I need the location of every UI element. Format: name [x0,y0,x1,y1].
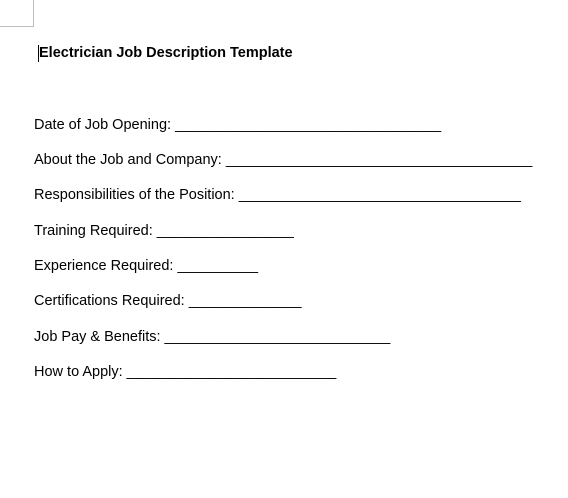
field-about-the-job[interactable] [34,151,532,169]
field-label: Responsibilities of the Position: [34,187,235,203]
field-blank-line[interactable]: ____________________________ [164,329,391,345]
field-label: Experience Required: [34,258,174,274]
field-training-required[interactable] [34,222,294,240]
field-blank-line[interactable]: _________________________________ [175,117,442,133]
field-label: How to Apply: [34,364,123,380]
field-experience-required[interactable] [34,257,258,275]
field-how-to-apply[interactable] [34,363,336,381]
document-title[interactable]: Electrician Job Description Template [39,45,293,61]
field-label: Job Pay & Benefits: [34,329,161,345]
field-responsibilities[interactable] [34,186,521,204]
page-corner-margin-mark [0,0,34,27]
field-date-of-job-opening[interactable] [34,116,441,134]
field-blank-line[interactable]: ______________________________________ [225,152,533,168]
field-certifications-required[interactable] [34,292,302,310]
field-blank-line[interactable]: __________________________ [126,364,337,380]
field-blank-line[interactable]: __________ [177,258,259,274]
field-blank-line[interactable]: _________________ [156,223,294,239]
field-label: Training Required: [34,223,153,239]
field-blank-line[interactable]: ______________ [188,293,302,309]
field-job-pay-benefits[interactable] [34,328,390,346]
field-label: Certifications Required: [34,293,185,309]
field-blank-line[interactable]: ___________________________________ [238,187,521,203]
field-label: About the Job and Company: [34,152,222,168]
field-label: Date of Job Opening: [34,117,172,133]
